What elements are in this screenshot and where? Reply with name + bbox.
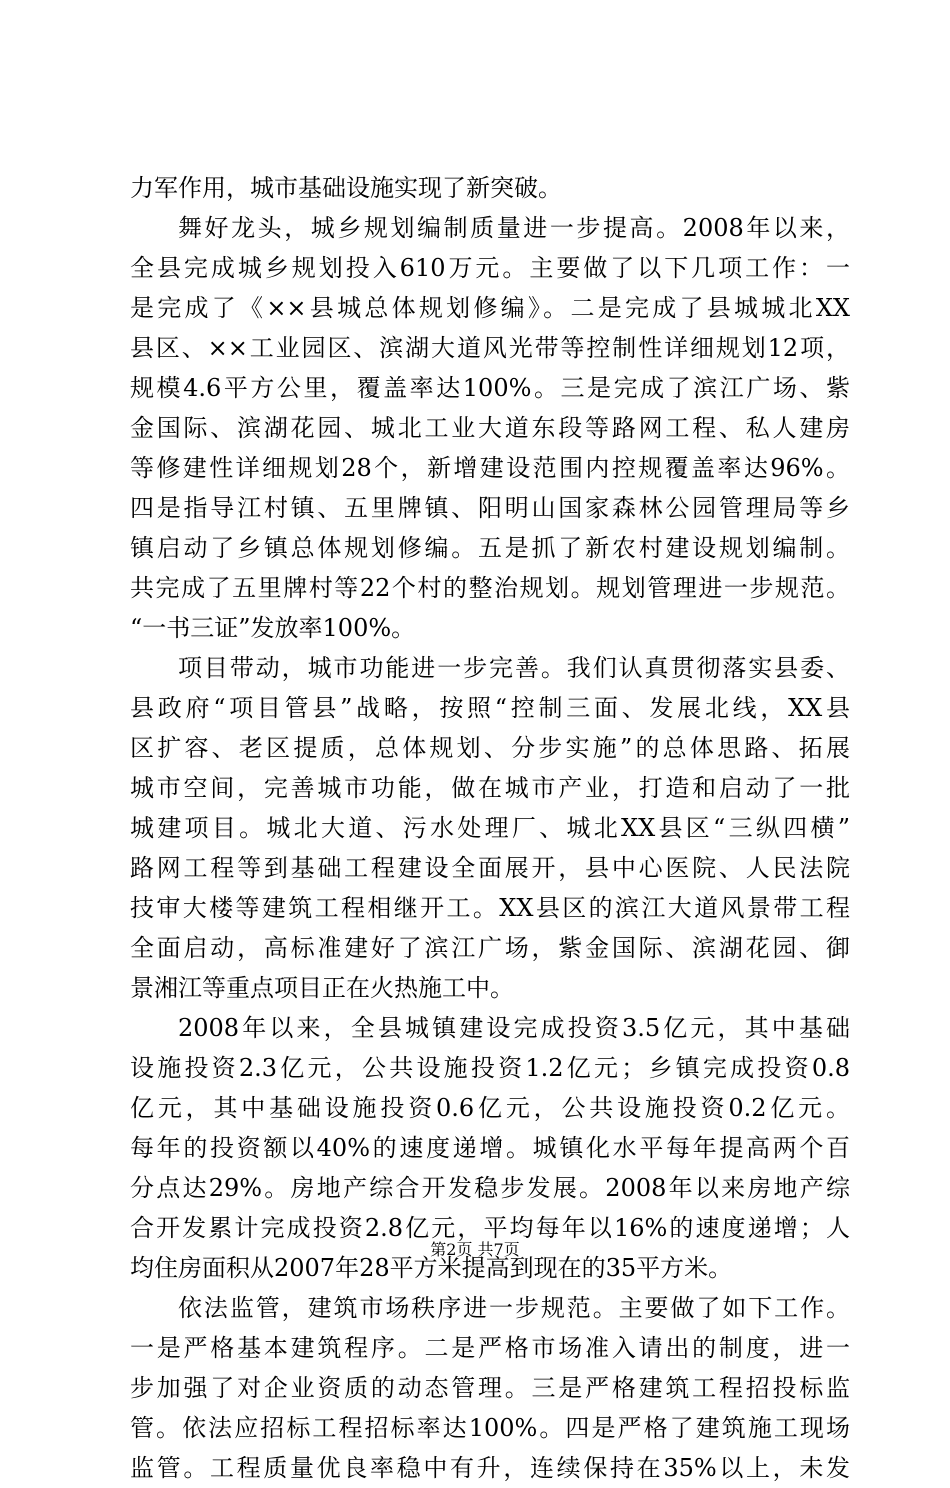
- text-line: 舞好龙头，城乡规划编制质量进一步提高。2008年以来，: [178, 214, 850, 242]
- text-line: 金国际、滨湖花园、城北工业大道东段等路网工程、私人建房: [130, 414, 850, 442]
- text-line: 景湘江等重点项目正在火热施工中。: [130, 974, 514, 1002]
- text-line: 全面启动，高标准建好了滨江广场，紫金国际、滨湖花园、御: [130, 934, 850, 962]
- text-line: 镇启动了乡镇总体规划修编。五是抓了新农村建设规划编制。: [130, 534, 850, 562]
- text-line: 县政府“项目管县”战略，按照“控制三面、发展北线，XX县: [130, 694, 850, 722]
- text-line: 监管。工程质量优良率稳中有升，连续保持在35%以上，未发: [130, 1454, 850, 1482]
- text-line: 等修建性详细规划28个，新增建设范围内控规覆盖率达96%。: [130, 454, 850, 482]
- text-line: 城建项目。城北大道、污水处理厂、城北XX县区“三纵四横”: [130, 814, 850, 842]
- text-line: 2008年以来，全县城镇建设完成投资3.5亿元，其中基础: [178, 1014, 850, 1042]
- text-line: 全县完成城乡规划投入610万元。主要做了以下几项工作：一: [130, 254, 850, 282]
- text-line: 项目带动，城市功能进一步完善。我们认真贯彻落实县委、: [178, 654, 850, 682]
- text-line: “一书三证”发放率100%。: [130, 614, 416, 642]
- text-line: 共完成了五里牌村等22个村的整治规划。规划管理进一步规范。: [130, 574, 850, 602]
- text-line: 规模4.6平方公里，覆盖率达100%。三是完成了滨江广场、紫: [130, 374, 850, 402]
- text-line: 设施投资2.3亿元，公共设施投资1.2亿元；乡镇完成投资0.8: [130, 1054, 850, 1082]
- text-line: 城市空间，完善城市功能，做在城市产业，打造和启动了一批: [130, 774, 850, 802]
- text-line: 四是指导江村镇、五里牌镇、阳明山国家森林公园管理局等乡: [130, 494, 850, 522]
- text-line: 均住房面积从2007年28平方米提高到现在的35平方米。: [130, 1254, 733, 1282]
- text-line: 县区、××工业园区、滨湖大道风光带等控制性详细规划12项，: [130, 334, 850, 362]
- text-line: 亿元，其中基础设施投资0.6亿元，公共设施投资0.2亿元。: [130, 1094, 850, 1122]
- text-line: 分点达29%。房地产综合开发稳步发展。2008年以来房地产综: [130, 1174, 850, 1202]
- document-body: [130, 168, 850, 1488]
- text-line: 每年的投资额以40%的速度递增。城镇化水平每年提高两个百: [130, 1134, 850, 1162]
- text-line: 技审大楼等建筑工程相继开工。XX县区的滨江大道风景带工程: [130, 894, 850, 922]
- text-line: 一是严格基本建筑程序。二是严格市场准入请出的制度，进一: [130, 1334, 850, 1362]
- text-line: 路网工程等到基础工程建设全面展开，县中心医院、人民法院: [130, 854, 850, 882]
- text-line: 步加强了对企业资质的动态管理。三是严格建筑工程招投标监: [130, 1374, 850, 1402]
- text-line: 合开发累计完成投资2.8亿元，平均每年以16%的速度递增；人: [130, 1214, 850, 1242]
- text-line: 依法监管，建筑市场秩序进一步规范。主要做了如下工作。: [178, 1294, 850, 1322]
- text-line: 是完成了《××县城总体规划修编》。二是完成了县城城北XX: [130, 294, 850, 322]
- page-number-footer: 第2页 共7页: [430, 1240, 520, 1259]
- text-line: 力军作用，城市基础设施实现了新突破。: [130, 174, 562, 202]
- text-line: 管。依法应招标工程招标率达100%。四是严格了建筑施工现场: [130, 1414, 850, 1442]
- text-line: 区扩容、老区提质，总体规划、分步实施”的总体思路、拓展: [130, 734, 850, 762]
